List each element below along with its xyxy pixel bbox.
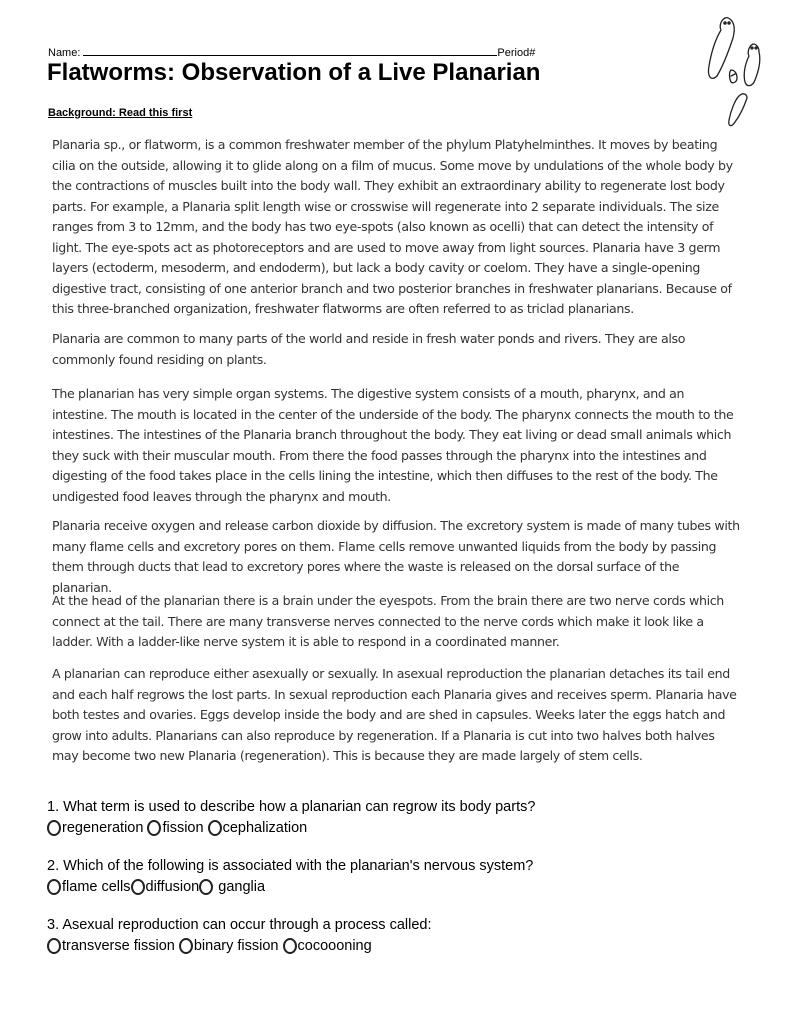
radio-button[interactable] <box>179 938 193 954</box>
option-label: regeneration <box>62 820 144 836</box>
background-heading: Background: Read this first <box>48 107 193 119</box>
radio-button[interactable] <box>47 938 61 954</box>
question-text: 2. Which of the following is associated with the planarian's nervous system? <box>47 858 534 874</box>
radio-button[interactable] <box>208 820 222 836</box>
paragraph-digestive: The planarian has very simple organ systems. The digestive system consists of a mouth, pharynx, and an intestine. The mouth is located in the center of the underside of the body. The pharynx connects the mouth to the intestines. The intestines of the Planaria branch throughout the body. They eat living or dead small animals which they suck with their muscular mouth. From there the food passes through the pharynx into the intestines and digesting of the food takes place in the cells lining the intestine, which then diffuses to the rest of the body. The undigested food leaves through the pharynx and mouth. <box>52 386 734 504</box>
planarian-drawing-icon <box>695 10 775 136</box>
answer-options <box>47 816 535 844</box>
option-diffusion[interactable] <box>131 875 200 899</box>
paragraph-respiration-excretion: Planaria receive oxygen and release carbon dioxide by diffusion. The excretory system is made of many tubes with many flame cells and excretory pores on them. Flame cells remove unwanted liquids from the body by passing them through ducts that lead to excretory pores where the waste is released on the dorsal surface of the planarian. <box>52 518 740 595</box>
question-3 <box>47 916 431 962</box>
radio-button[interactable] <box>47 879 61 895</box>
name-period-line <box>48 46 535 59</box>
option-label: fission <box>162 820 204 836</box>
option-label: diffusion <box>145 879 200 895</box>
option-transverse-fission[interactable] <box>47 934 175 958</box>
question-text: 3. Asexual reproduction can occur through a process called: <box>47 917 432 933</box>
paragraph-nervous: At the head of the planarian there is a brain under the eyespots. From the brain there are two nerve cords which connect at the tail. There are many transverse nerves connected to the nerve cords which make it look like a ladder. With a ladder-like nerve system it is able to respond in a coordinated manner. <box>52 593 724 649</box>
option-ganglia[interactable] <box>199 875 265 899</box>
question-2 <box>47 857 533 903</box>
question-text: 1. What term is used to describe how a planarian can regrow its body parts? <box>47 799 536 815</box>
answer-options <box>47 934 431 962</box>
name-label: Name: <box>48 47 81 59</box>
option-label: transverse fission <box>62 938 175 954</box>
radio-button[interactable] <box>47 820 61 836</box>
paragraph-habitat: Planaria are common to many parts of the world and reside in fresh water ponds and rivers. They are also commonly found residing on plants. <box>52 331 686 367</box>
paragraph-reproduction: A planarian can reproduce either asexually or sexually. In asexual reproduction the planarian detaches its tail end and each half regrows the lost parts. In sexual reproduction each Planaria gives and receives sperm. Planaria have both testes and ovaries. Eggs develop inside the body and are shed in capsules. Weeks later the eggs hatch and grow into adults. Planarians can also reproduce by regeneration. If a Planaria is cut into two halves both halves may become two new Planaria (regeneration). This is because they are made largely of stem cells. <box>52 666 737 763</box>
option-label: cephalization <box>222 820 308 836</box>
option-label: cocoooning <box>297 938 372 954</box>
radio-button[interactable] <box>283 938 297 954</box>
radio-button[interactable] <box>199 879 213 895</box>
period-label: Period# <box>497 47 536 59</box>
name-blank[interactable] <box>83 46 497 56</box>
question-1 <box>47 798 535 844</box>
option-cocoooning[interactable] <box>283 934 372 958</box>
option-binary-fission[interactable] <box>179 934 279 958</box>
option-label: flame cells <box>62 879 131 895</box>
option-regeneration[interactable] <box>47 816 143 840</box>
radio-button[interactable] <box>131 879 145 895</box>
option-flame-cells[interactable] <box>47 875 131 899</box>
option-fission[interactable] <box>147 816 203 840</box>
paragraph-body: Planaria sp., or flatworm, is a common freshwater member of the phylum Platyhelminthes. It moves by beating cilia on the outside, allowing it to glide along on a film of mucus. Some move by undulations of the whole body by the contractions of muscles built into the body wall. They exhibit an extraordinary ability to regenerate lost body parts. For example, a Planaria split length wise or crosswise will regenerate into 2 separate individuals. The size ranges from 3 to 12mm, and the body has two eye-spots (also known as ocelli) that can detect the intensity of light. The eye-spots act as photoreceptors and are used to move away from light sources. Planaria have 3 germ layers (ectoderm, mesoderm, and endoderm), but lack a body cavity or coelom. They have a single-opening digestive tract, consisting of one anterior branch and two posterior branches in freshwater planarians. Because of this three-branched organization, freshwater flatworms are often referred to as triclad planarians. <box>52 137 733 316</box>
option-label: ganglia <box>214 879 266 895</box>
page-title: Flatworms: Observation of a Live Planarian <box>47 59 541 86</box>
answer-options <box>47 875 533 903</box>
radio-button[interactable] <box>147 820 161 836</box>
option-label: binary fission <box>193 938 279 954</box>
option-cephalization[interactable] <box>208 816 308 840</box>
